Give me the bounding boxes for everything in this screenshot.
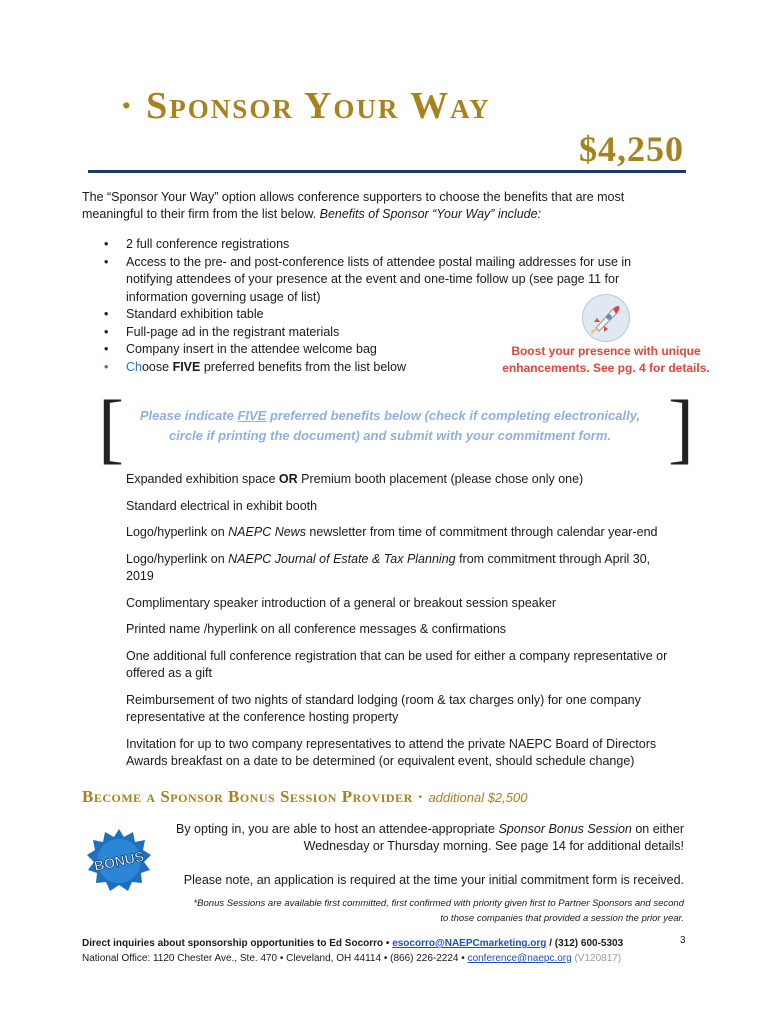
email-link-esocorro[interactable]: esocorro@NAEPCmarketing.org [392,938,547,949]
version-code: (V120817) [571,953,622,964]
intro-line-1: The “Sponsor Your Way” option allows conference supporters to choose the benefits that are most [82,190,625,204]
bonus-badge-icon [86,828,152,894]
list-item: • Access to the pre- and post-conference lists of attendee postal mailing addresses for use in notifying attendees of your presence at the event and one-time follow up (see page 11 for information governing usage of list) [82,254,642,307]
benefit-text: from commitment through April 30, 2019 [126,552,651,583]
indicate-instruction [120,406,660,446]
intro-benefits-label: Benefits of Sponsor “Your Way” include: [319,207,542,221]
benefit-newsletter-name: NAEPC News [228,525,306,539]
application-note: Please note, an application is required at the time your initial commitment form is received. [183,873,684,887]
indicate-post: preferred benefits below (check if completing electronically, [266,408,641,423]
inquiries-text: Direct inquiries about sponsorship opportunities to Ed Socorro • [82,938,393,949]
indicate-five: FIVE [237,408,267,423]
optin-session-name: Sponsor Bonus Session [498,822,632,836]
intro-paragraph [82,189,682,223]
intro-line-2: meaningful to their firm from the list below. [82,207,320,221]
indicate-line-2: circle if printing the document) and submit with your commitment form. [168,428,612,443]
bonus-heading-text: Become a Sponsor Bonus Session Provider · [82,787,429,806]
office-address: National Office: 1120 Chester Ave., Ste. 470 • Cleveland, OH 44114 • (866) 226-2224 • [82,953,468,964]
list-item: • 2 full conference registrations [82,236,642,254]
bonus-badge-text: BONUS [92,847,146,875]
left-bracket: [ [98,384,124,471]
benefit-option[interactable] [126,524,658,541]
benefit-option[interactable]: Invitation for up to two company representatives to attend the private NAEPC Board of Directors Awards breakfast on a date to be determined (or equivalent event, should schedule change) [126,737,657,768]
choose-oose: oose [141,359,173,374]
list-item: • Company insert in the attendee welcome bag [82,341,642,359]
list-item: • Full-page ad in the registrant materials [82,324,642,342]
contact-footer [82,936,682,966]
optin-line-2: Wednesday or Thursday morning. See page 14 for additional details! [303,839,684,853]
benefit-option[interactable] [126,471,583,488]
boost-callout [500,343,712,377]
title-divider [88,170,686,173]
page-number: 3 [680,935,686,946]
benefit-or: OR [278,472,298,486]
bonus-additional-price: additional $2,500 [428,790,528,805]
benefit-option[interactable]: Complimentary speaker introduction of a general or breakout session speaker [126,596,557,610]
benefit-text: Premium booth placement (please chose only one) [297,472,584,486]
choose-rest: preferred benefits from the list below [200,359,407,374]
boost-line-2: enhancements. See pg. 4 for details. [502,361,710,375]
bonus-footnote [150,896,684,926]
benefit-text: newsletter from time of commitment through calendar year-end [305,525,658,539]
benefit-option[interactable]: One additional full conference registration that can be used for either a company representative or offered as a gift [126,649,668,680]
benefit-text: Logo/hyperlink on [126,525,229,539]
footnote-line-2: to those companies that provided a session the prior year. [440,913,684,924]
price: $4,250 [579,129,684,169]
choose-five: FIVE [172,359,201,374]
benefit-option[interactable]: Standard electrical in exhibit booth [126,499,318,513]
indicate-pre: Please indicate [139,408,238,423]
bonus-optin-text [170,821,684,855]
benefit-option[interactable]: Reimbursement of two nights of standard lodging (room & tax charges only) for one company representative at the conference hosting property [126,693,641,724]
rocket-icon [582,294,630,342]
email-link-conference[interactable]: conference@naepc.org [467,953,572,964]
list-item: • Standard exhibition table [82,306,642,324]
benefit-journal-name: NAEPC Journal of Estate & Tax Planning [228,552,456,566]
phone-number: / (312) 600-5303 [546,938,624,949]
boost-line-1: Boost your presence with unique [511,344,701,358]
optin-post: on either [631,822,684,836]
benefit-text: Expanded exhibition space [126,472,279,486]
benefit-option[interactable] [126,551,666,585]
choose-ch: Ch [126,359,142,374]
page-title: · Sponsor Your Way [120,85,491,127]
benefit-text: Logo/hyperlink on [126,552,229,566]
right-bracket: ] [668,384,694,471]
optin-pre: By opting in, you are able to host an attendee-appropriate [176,822,499,836]
benefit-option[interactable]: Printed name /hyperlink on all conference messages & confirmations [126,622,507,636]
footnote-line-1: *Bonus Sessions are available first committed, first confirmed with priority given first to Partner Sponsors and second [193,898,684,909]
bonus-section-heading [82,787,527,807]
